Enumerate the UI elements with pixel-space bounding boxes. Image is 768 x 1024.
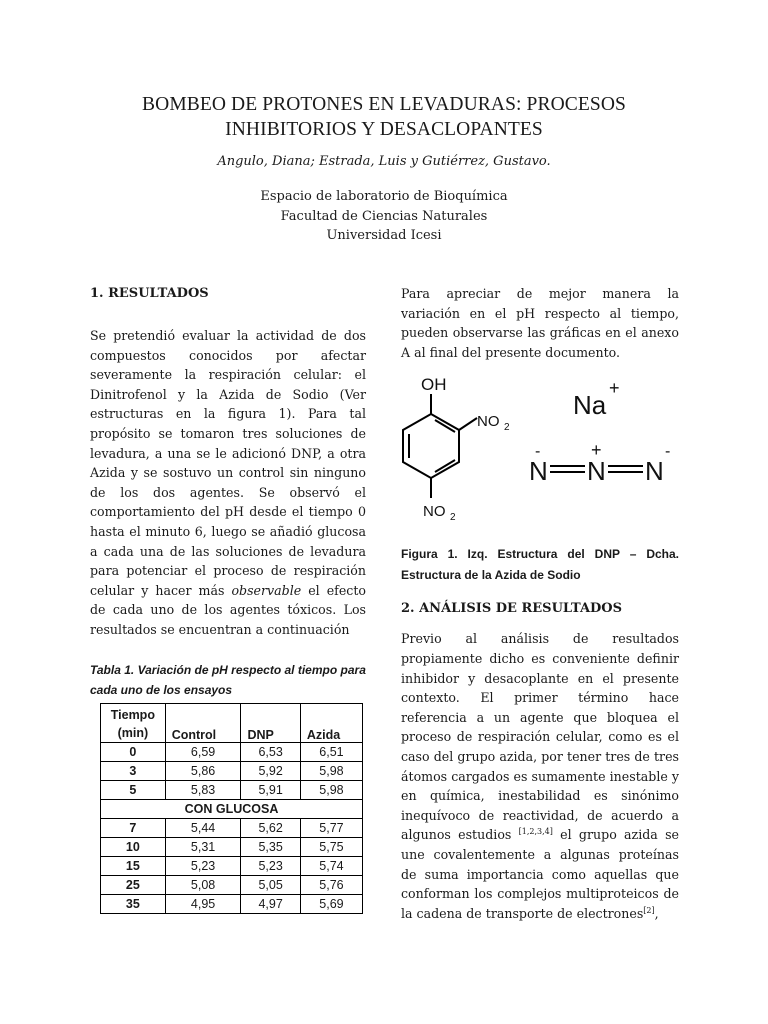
glucose-section	[101, 799, 363, 818]
results-heading: 1. RESULTADOS	[90, 286, 209, 301]
table-cell: 5,91	[241, 780, 300, 799]
rows-before-glucose	[101, 742, 363, 799]
table-cell: 4,97	[241, 894, 300, 913]
no2-bottom-subscript: 2	[450, 512, 456, 524]
affiliation	[90, 187, 678, 246]
title-line-2: INHIBITORIOS Y DESACLOPANTES	[225, 119, 543, 140]
table-cell: 5,76	[300, 875, 362, 894]
figure-1	[401, 372, 691, 532]
no2-bottom-label: NO	[423, 503, 446, 521]
table-cell: 5,08	[165, 875, 241, 894]
affiliation-line-3: Universidad Icesi	[326, 228, 442, 243]
table-cell: 6,51	[300, 742, 362, 761]
azide-n3-charge: -	[665, 443, 671, 461]
table-cell: 0	[101, 742, 166, 761]
table-row	[101, 875, 363, 894]
table-cell: 6,59	[165, 742, 241, 761]
reference-2: [2]	[643, 905, 655, 915]
right-column	[401, 284, 679, 923]
azide-n1: N	[529, 456, 548, 487]
table-cell: 5,75	[300, 837, 362, 856]
table-cell: 5,74	[300, 856, 362, 875]
table-cell: 5,35	[241, 837, 300, 856]
paper-title	[90, 92, 678, 142]
analysis-text-a: Previo al análisis de resultados propiamente dicho es conveniente definir inhibidor y desacoplante en el presente contexto. El primer término hace referencia a un agente que bloquea el proceso de respiración celular, como es el caso del grupo azida, por tener tres de tres átomos cargados es sumamente inestable y en química, inestabilidad es sinónimo inequívoco de reactividad, de acuerdo a algunos estudios	[401, 631, 679, 843]
authors: Angulo, Diana; Estrada, Luis y Gutiérrez, Gustavo.	[217, 154, 551, 169]
table-row	[101, 818, 363, 837]
annex-paragraph: Para apreciar de mejor manera la variación en el pH respecto al tiempo, pueden observarse las gráficas en el anexo A al final del presente documento.	[401, 286, 679, 360]
benzene-ring	[403, 414, 459, 478]
table-cell: 5,83	[165, 780, 241, 799]
azide-n2: N	[587, 456, 606, 487]
table-cell: 4,95	[165, 894, 241, 913]
table-cell: 7	[101, 818, 166, 837]
table-row	[101, 780, 363, 799]
results-emphasis: observable	[231, 582, 302, 598]
table-cell: 5,86	[165, 761, 241, 780]
na-label: Na	[573, 390, 607, 421]
header-azida: Azida	[300, 703, 362, 742]
table-cell: 5,23	[241, 856, 300, 875]
table-row	[101, 894, 363, 913]
analysis-heading: 2. ANÁLISIS DE RESULTADOS	[401, 601, 623, 617]
analysis-paragraph	[401, 629, 679, 923]
table-cell: 5	[101, 780, 166, 799]
title-line-1: BOMBEO DE PROTONES EN LEVADURAS: PROCESOS	[142, 94, 626, 115]
table-row	[101, 837, 363, 856]
results-paragraph	[90, 326, 366, 640]
table-cell: 3	[101, 761, 166, 780]
table-cell: 5,31	[165, 837, 241, 856]
table-cell: 35	[101, 894, 166, 913]
table-caption: Tabla 1. Variación de pH respecto al tiempo para cada uno de los ensayos	[90, 662, 366, 697]
results-text-b: el efecto de cada uno de los agentes tóxicos. Los resultados se encuentran a continuación	[90, 582, 366, 637]
table-cell: 10	[101, 837, 166, 856]
na-charge: +	[609, 378, 620, 399]
dnp-structure	[403, 394, 477, 498]
affiliation-line-2: Facultad de Ciencias Naturales	[280, 208, 488, 224]
figure-1-drawing	[401, 372, 691, 532]
figure-caption: Figura 1. Izq. Estructura del DNP – Dcha. Estructura de la Azida de Sodio	[401, 547, 679, 583]
analysis-text-b: el grupo azida se une covalentemente a algunas proteínas de suma importancia como aquellas que conforman los complejos multiproteicos de la cadena de transporte de electrones	[401, 827, 679, 921]
left-column	[90, 284, 366, 914]
table-cell: 5,92	[241, 761, 300, 780]
affiliation-line-1: Espacio de laboratorio de Bioquímica	[260, 189, 508, 204]
analysis-text-c: ,	[654, 905, 659, 921]
no2-top-label: NO	[477, 413, 500, 431]
table-row	[101, 742, 363, 761]
table-row	[101, 761, 363, 780]
no2-top-subscript: 2	[504, 422, 510, 434]
table-cell: 5,69	[300, 894, 362, 913]
header-tiempo: Tiempo (min)	[101, 703, 166, 742]
table-cell: 5,98	[300, 780, 362, 799]
table-cell: 5,62	[241, 818, 300, 837]
reference-1: [1,2,3,4]	[518, 827, 553, 837]
table-header-row	[101, 703, 363, 742]
rows-after-glucose	[101, 818, 363, 913]
azide-n1-charge: -	[535, 443, 541, 461]
results-text-a: Se pretendió evaluar la actividad de dos compuestos conocidos por afectar severamente la respiración celular: el Dinitrofenol y la Azida de Sodio (Ver estructuras en la figura 1). Para tal propósito se tomaron tres soluciones de levadura, a una se le adicionó DNP, a otra Azida y se sostuvo un control sin ninguno de los dos agentes. Se observó el comportamiento del pH desde el tiempo 0 hasta el minuto 6, luego se añadió glucosa a cada una de las soluciones de levadura para potenciar el proceso de respiración celular y hacer más	[90, 328, 366, 598]
table-row	[101, 856, 363, 875]
table-cell: 5,05	[241, 875, 300, 894]
oh-label: OH	[421, 375, 447, 395]
no2-top-bond	[459, 418, 477, 430]
table-cell: 5,77	[300, 818, 362, 837]
table-cell: 5,98	[300, 761, 362, 780]
table-cell: 5,44	[165, 818, 241, 837]
glucose-label: CON GLUCOSA	[101, 799, 363, 818]
azide-n3: N	[645, 456, 664, 487]
glucose-row	[101, 799, 363, 818]
header-dnp: DNP	[241, 703, 300, 742]
ph-table	[100, 703, 363, 914]
azide-n2-charge: +	[591, 440, 602, 461]
header-control: Control	[165, 703, 241, 742]
table-cell: 15	[101, 856, 166, 875]
table-cell: 25	[101, 875, 166, 894]
table-cell: 6,53	[241, 742, 300, 761]
table-cell: 5,23	[165, 856, 241, 875]
